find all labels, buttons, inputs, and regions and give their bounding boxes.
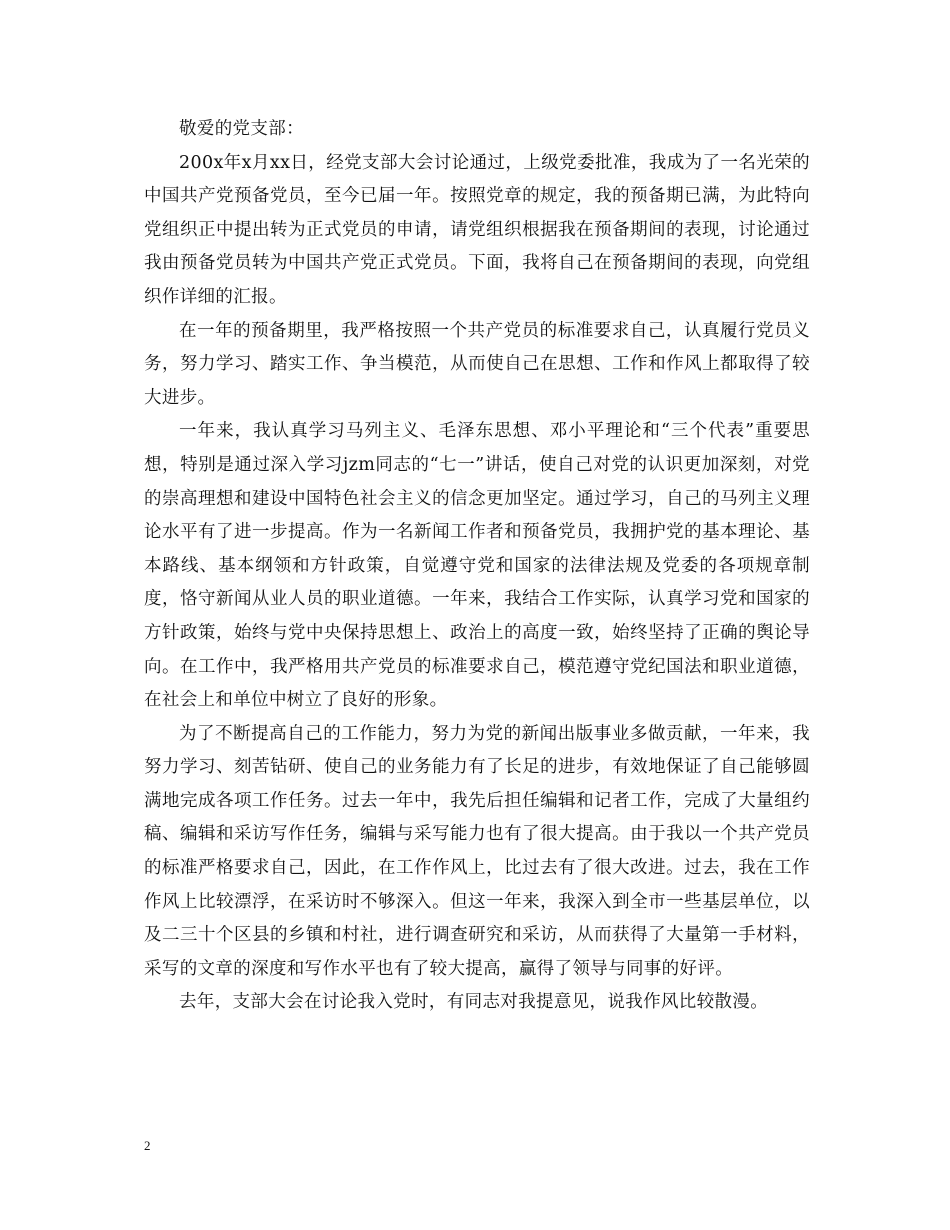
salutation: 敬爱的党支部：	[179, 119, 304, 139]
paragraph-probation-summary: 在一年的预备期里，我严格按照一个共产党员的标准要求自己，认真履行党员义务，努力学习、踏实工作、争当模范，从而使自己在思想、工作和作风上都取得了较大进步。	[144, 320, 810, 408]
paragraph-application: 200x年x月xx日，经党支部大会讨论通过，上级党委批准，我成为了一名光荣的中国共产党预备党员，至今已届一年。按照党章的规定，我的预备期已满，为此特向党组织正中提出转为正式党员的申请，请党组织根据我在预备期间的表现，讨论通过我由预备党员转为中国共产党正式党员。下面，我将自己在预备期间的表现，向党组织作详细的汇报。	[144, 152, 810, 307]
document-body	[144, 113, 810, 1020]
paragraph-last-year: 去年，支部大会在讨论我入党时，有同志对我提意见，说我作风比较散漫。	[179, 992, 769, 1013]
paragraph-work-ability: 为了不断提高自己的工作能力，努力为党的新闻出版事业多做贡献，一年来，我努力学习、刻苦钻研、使自己的业务能力有了长足的进步，有效地保证了自己能够圆满地完成各项工作任务。过去一年中，我先后担任编辑和记者工作，完成了大量组约稿、编辑和采访写作任务，编辑与采写能力也有了很大提高。由于我以一个共产党员的标准严格要求自己，因此，在工作作风上，比过去有了很大改进。过去，我在工作作风上比较漂浮，在采访时不够深入。但这一年来，我深入到全市一些基层单位，以及二三十个区县的乡镇和村社，进行调查研究和采访，从而获得了大量第一手材料，采写的文章的深度和写作水平也有了较大提高，赢得了领导与同事的好评。	[144, 723, 810, 979]
page-number: 2	[144, 1138, 151, 1153]
paragraph-theory-study: 一年来，我认真学习马列主义、毛泽东思想、邓小平理论和“三个代表”重要思想，特别是通过深入学习jzm同志的“七一”讲话，使自己对党的认识更加深刻，对党的崇高理想和建设中国特色社会主义的信念更加坚定。通过学习，自己的马列主义理论水平有了进一步提高。作为一名新闻工作者和预备党员，我拥护党的基本理论、基本路线、基本纲领和方针政策，自觉遵守党和国家的法律法规及党委的各项规章制度，恪守新闻从业人员的职业道德。一年来，我结合工作实际，认真学习党和国家的方针政策，始终与党中央保持思想上、政治上的高度一致，始终坚持了正确的舆论导向。在工作中，我严格用共产党员的标准要求自己，模范遵守党纪国法和职业道德，在社会上和单位中树立了良好的形象。	[144, 421, 810, 711]
